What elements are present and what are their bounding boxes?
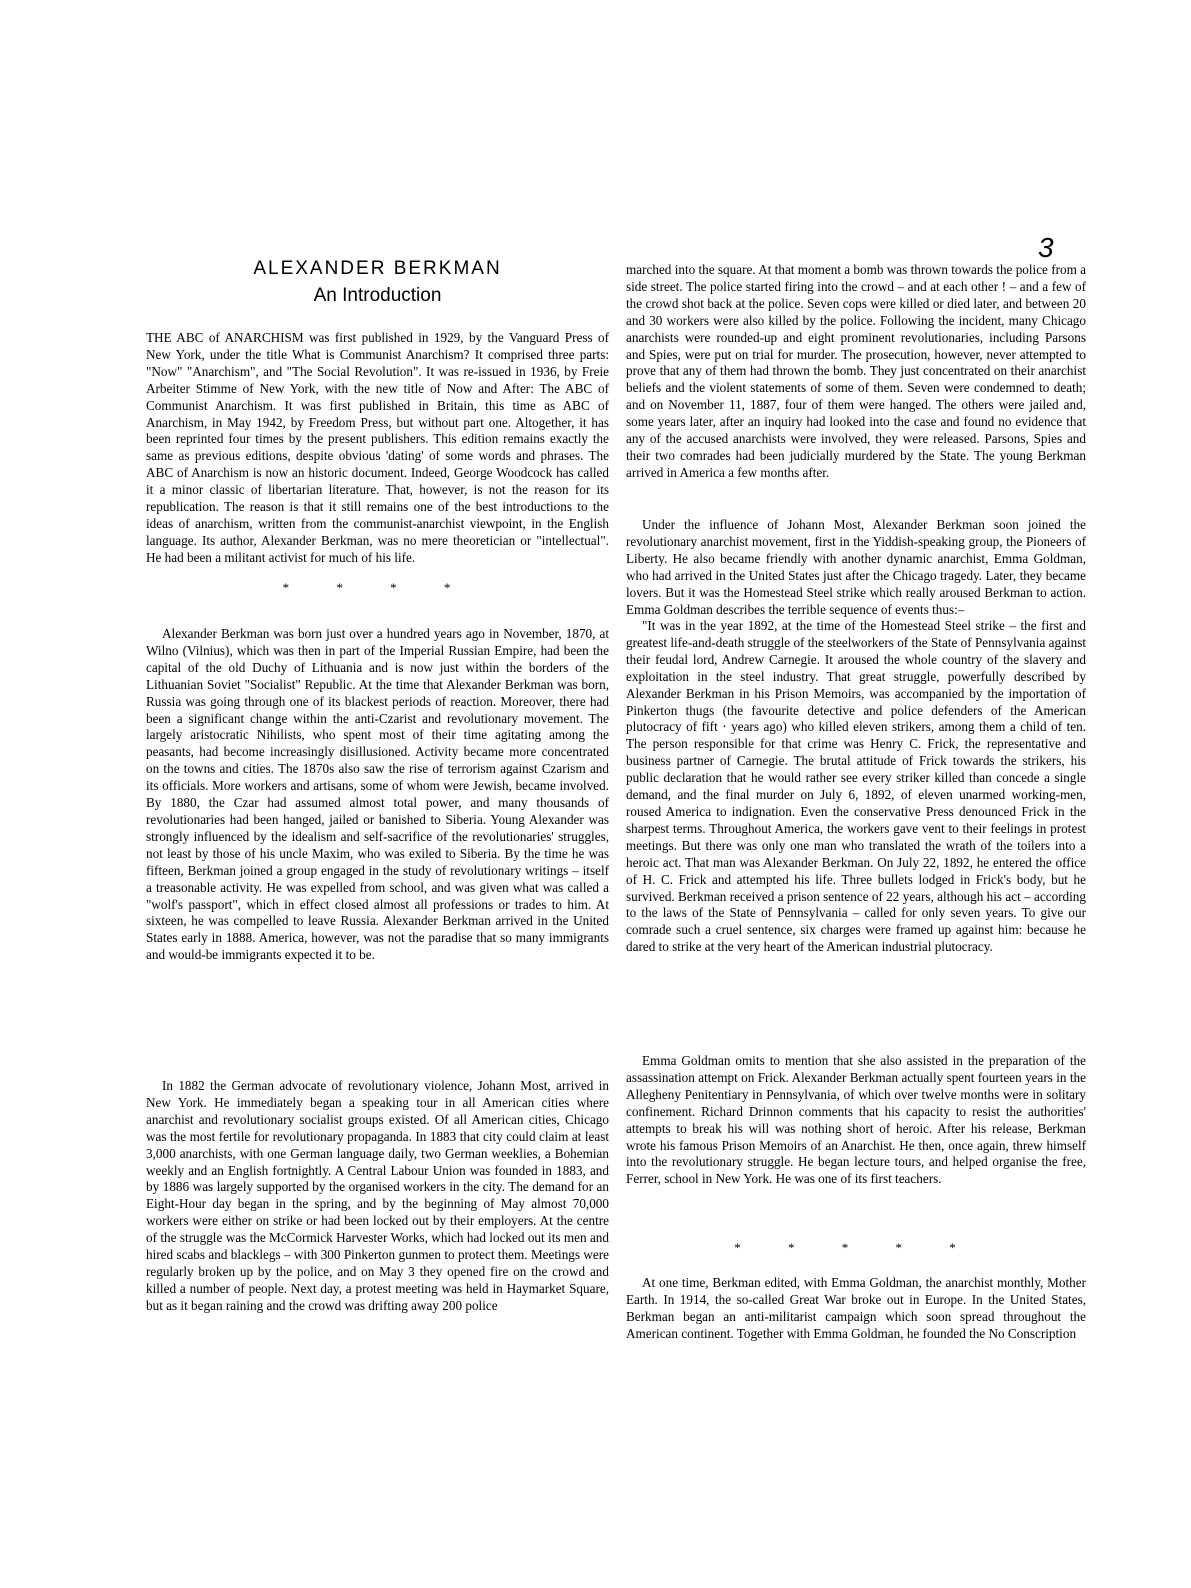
paragraph-chicago: In 1882 the German advocate of revolutionary violence, Johann Most, arrived in New York. He immediately began a speaking tour in all American cities where anarchist and revolutionary socialist groups existed. Of all American cities, Chicago was the most fertile for revolutionary propaganda. In 1883 that city could claim at least 3,000 anarchists, with one German language daily, two German weeklies, a Bohemian weekly and an English fortnightly. A Central Labour Union was founded in 1883, and by 1886 was largely supported by the organised workers in the city. The demand for an Eight-Hour day began in the spring, and by the beginning of May almost 70,000 workers were either on strike or had been locked out by their employers. At the centre of the struggle was the McCormick Harvester Works, which had locked out its men and hired scabs and blacklegs – with 300 Pinkerton gunmen to protect them. Meetings were regularly broken up by the police, and on May 3 they opened fire on the crowd and killed a number of people. Next day, a protest meeting was held in Haymarket Square, but as it began raining and the crowd was drifting away 200 police [146,1078,609,1313]
page-number: 3 [1038,232,1054,263]
paragraph-early-life: Alexander Berkman was born just over a hundred years ago in November, 1870, at Wilno (Vilnius), which was then in part of the Imperial Russian Empire, had been the capital of the old Duchy of Lithuania and is now just within the borders of the Lithuanian Soviet "Socialist" Republic. At the time that Alexander Berkman was born, Russia was going through one of its blackest periods of reaction. Moreover, there had been a significant change within the anti-Czarist and revolutionary movement. The largely aristocratic Nihilists, who spent most of their time agitating among the peasants, had become increasingly disillusioned. Activity became more concentrated on the towns and cities. The 1870s also saw the rise of terrorism against Czarism and its officials. More workers and artisans, some of whom were Jewish, became involved. By 1880, the Czar had assumed almost total power, and many thousands of revolutionaries had been hanged, jailed or banished to Siberia. Young Alexander was strongly influenced by the idealism and self-sacrifice of the revolutionaries' struggles, not least by those of his uncle Maxim, who was exiled to Siberia. By the time he was fifteen, Berkman joined a group engaged in the study of revolutionary writings – itself a treasonable activity. He was expelled from school, and was given what was called a "wolf's passport", which in effect closed almost all professions or trades to him. At sixteen, he was compelled to leave Russia. Alexander Berkman arrived in the United States early in 1888. America, however, was not the paradise that so many immigrants and would-be immigrants expected it to be. [146,626,609,963]
paragraph-prison: Emma Goldman omits to mention that she also assisted in the preparation of the assassination attempt on Frick. Alexander Berkman actually spent fourteen years in the Allegheny Penitentiary in Pennsylvania, of which over twelve months were in solitary confinement. Richard Drinnon comments that his capacity to resist the authorities' attempts to break his will was nothing short of heroic. After his release, Berkman wrote his famous Prison Memoirs of an Anarchist. He then, once again, threw himself into the revolutionary struggle. He began lecture tours, and helped organise the free, Ferrer, school in New York. He was one of its first teachers. [626,1053,1086,1187]
section-divider-2: * * * * * [734,1240,978,1255]
paragraph-publication-history: THE ABC of ANARCHISM was first published in 1929, by the Vanguard Press of New York, under the title What is Communist Anarchism? It comprised three parts: "Now" "Anarchism", and "The Social Revolution". It was re-issued in 1936, by Freie Arbeiter Stimme of New York, with the new title of Now and After: The ABC of Communist Anarchism. It was first published in Britain, this time as ABC of Anarchism, in May 1942, by Freedom Press, but without part one. Altogether, it has been reprinted four times by the present publishers. This edition remains exactly the same as previous editions, despite obvious 'dating' of some words and phrases. The ABC of Anarchism is now an historic document. Indeed, George Woodcock has called it a minor classic of libertarian literature. That, however, is not the reason for its republication. The reason is that it still remains one of the best introductions to the ideas of anarchism, written from the communist-anarchist viewpoint, in the English language. Its author, Alexander Berkman, was no mere theoretician or "intellectual". He had been a militant activist for much of his life. [146,330,609,565]
paragraph-most-influence: Under the influence of Johann Most, Alexander Berkman soon joined the revolutionary anarchist movement, first in the Yiddish-speaking group, the Pioneers of Liberty. He also became friendly with another dynamic anarchist, Emma Goldman, who had arrived in the United States just after the Chicago tragedy. Later, they became lovers. But it was the Homestead Steel strike which really aroused Berkman to action. Emma Goldman describes the terrible sequence of events thus:– [626,517,1086,617]
section-divider: * * * * [282,580,473,595]
paragraph-goldman-quote: "It was in the year 1892, at the time of the Homestead Steel strike – the first and greatest life-and-death struggle of the steelworkers of the State of Pennsylvania against their feudal lord, Andrew Carnegie. It aroused the whole country of the slavery and exploitation in the steel industry. That great struggle, powerfully described by Alexander Berkman in his Prison Memoirs, was accompanied by the importation of Pinkerton thugs (the favourite detective and police defenders of the American plutocracy of fift · years ago) who killed eleven strikers, among them a child of ten. The person responsible for that crime was Henry C. Frick, the representative and business partner of Carnegie. The brutal attitude of Frick towards the strikers, his public declaration that he would rather see every striker killed than concede a single demand, and the final murder on July 6, 1892, of eleven unarmed working-men, roused America to indignation. Even the conservative Press denounced Frick in the sharpest terms. Throughout America, the workers gave vent to their feelings in protest meetings. But there was only one man who translated the wrath of the toilers into a heroic act. That man was Alexander Berkman. On July 22, 1892, he entered the office of H. C. Frick and attempted his life. Three bullets lodged in Frick's body, but he survived. Berkman received a prison sentence of 22 years, although his act – according to the laws of the State of Pennsylvania – called for only seven years. To give our comrade such a cruel sentence, six charges were framed up against him: because he dared to strike at the very heart of the American industrial plutocracy. [626,618,1086,955]
article-subtitle: An Introduction [313,285,442,306]
paragraph-mother-earth: At one time, Berkman edited, with Emma Goldman, the anarchist monthly, Mother Earth. In 1914, the so-called Great War broke out in Europe. In the United States, Berkman began an anti-militarist campaign which soon spread throughout the American continent. Together with Emma Goldman, he founded the No Conscription [626,1275,1086,1341]
article-title: ALEXANDER BERKMAN [253,258,502,279]
paragraph-haymarket: marched into the square. At that moment a bomb was thrown towards the police from a side street. The police started firing into the crowd – and at each other ! – and a few of the crowd shot back at the police. Seven cops were killed or died later, and between 20 and 30 workers were also killed by the police. Following the incident, many Chicago anarchists were rounded-up and eight prominent revolutionaries, including Parsons and Spies, were put on trial for murder. The prosecution, however, never attempted to prove that any of them had thrown the bomb. They just concentrated on their anarchist beliefs and the violent statements of some of them. Seven were condemned to death; and on November 11, 1887, four of them were hanged. The others were jailed and, some years later, after an inquiry had looked into the case and found no evidence that any of the accused anarchists were involved, they were released. Parsons, Spies and their two comrades had been judicially murdered by the State. The young Berkman arrived in America a few months after. [626,262,1086,480]
